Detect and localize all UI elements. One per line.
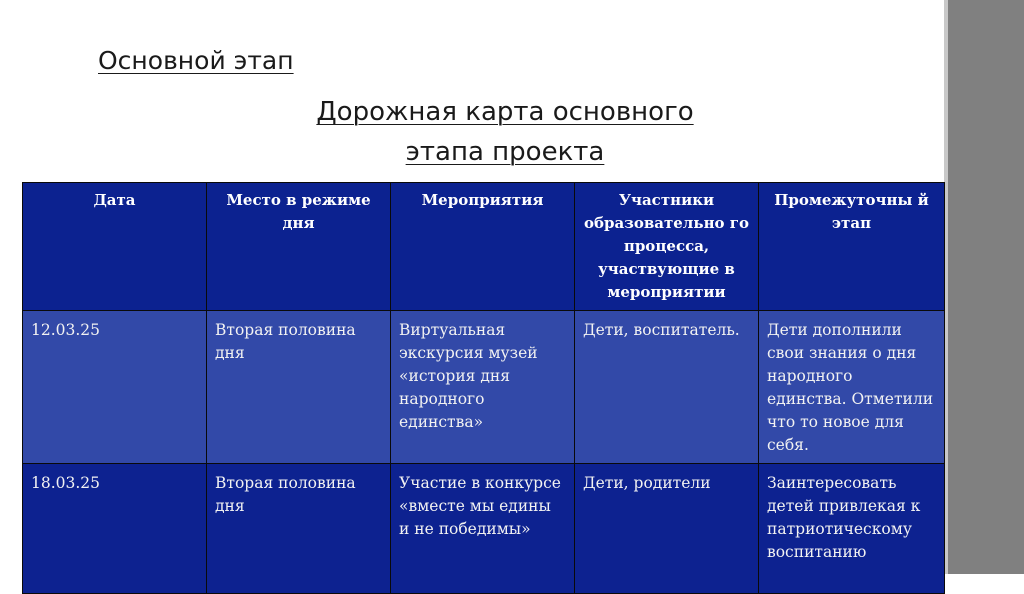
cell-stage: Дети дополнили свои знания о дня народного единства. Отметили что то новое для себя. bbox=[759, 311, 945, 464]
table-row bbox=[23, 311, 945, 464]
cell-event: Виртуальная экскурсия музей «история дня народного единства» bbox=[391, 311, 575, 464]
cell-participants: Дети, воспитатель. bbox=[575, 311, 759, 464]
slide-side-bar bbox=[948, 0, 1024, 574]
cell-date: 18.03.25 bbox=[23, 464, 207, 594]
cell-date: 12.03.25 bbox=[23, 311, 207, 464]
roadmap-title-line1: Дорожная карта основного bbox=[316, 97, 694, 127]
roadmap-table bbox=[22, 182, 945, 594]
roadmap-title-line2: этапа проекта bbox=[405, 137, 605, 167]
cell-place: Вторая половина дня bbox=[207, 311, 391, 464]
header-date: Дата bbox=[23, 183, 207, 311]
stage-heading: Основной этап bbox=[98, 46, 294, 75]
cell-stage: Заинтересовать детей привлекая к патриотическому воспитанию bbox=[759, 464, 945, 594]
table-row bbox=[23, 464, 945, 594]
table-header-row bbox=[23, 183, 945, 311]
header-place: Место в режиме дня bbox=[207, 183, 391, 311]
roadmap-title bbox=[240, 92, 770, 172]
header-participants: Участники образовательно го процесса, участвующие в мероприятии bbox=[575, 183, 759, 311]
cell-participants: Дети, родители bbox=[575, 464, 759, 594]
cell-event: Участие в конкурсе «вместе мы едины и не победимы» bbox=[391, 464, 575, 594]
cell-place: Вторая половина дня bbox=[207, 464, 391, 594]
header-stage: Промежуточны й этап bbox=[759, 183, 945, 311]
header-events: Мероприятия bbox=[391, 183, 575, 311]
